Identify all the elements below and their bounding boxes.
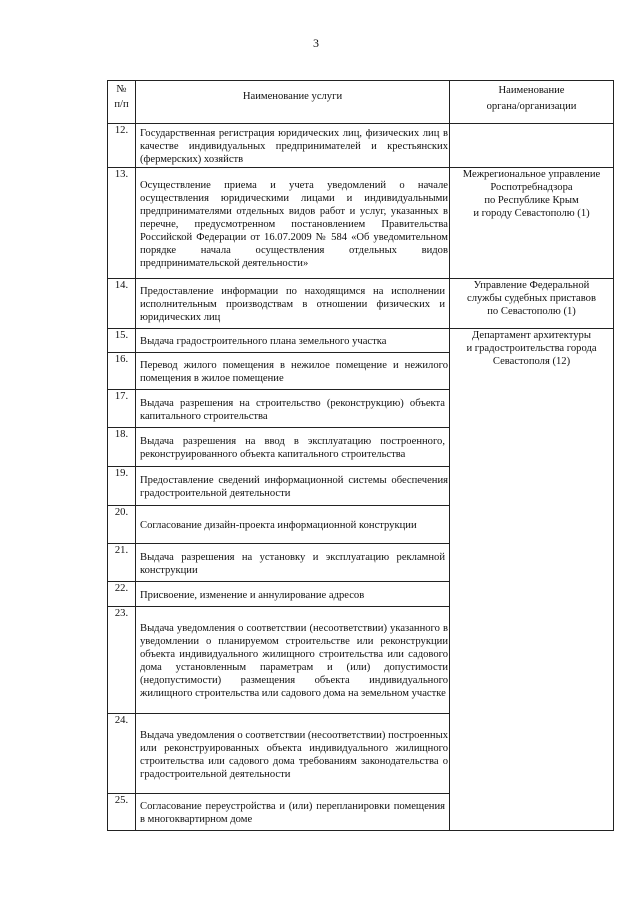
header-service xyxy=(136,81,450,124)
service-name: Выдача разрешения на строительство (реконструкцию) объекта капитального строительства xyxy=(140,397,445,422)
organization-line: Межрегиональное управление xyxy=(462,169,601,180)
row-number: 24. xyxy=(108,714,136,794)
table-row xyxy=(108,124,614,168)
service-cell xyxy=(136,544,450,582)
service-cell xyxy=(136,390,450,428)
row-number: 23. xyxy=(108,607,136,714)
organization-line: и градостроительства города xyxy=(466,343,597,354)
service-name: Предоставление информации по находящимся на исполнении исполнительным производствам в отношении физических и юридических лиц xyxy=(140,286,445,323)
page-number: 3 xyxy=(313,36,319,50)
service-cell xyxy=(136,124,450,168)
service-name: Выдача градостроительного плана земельного участка xyxy=(140,336,387,347)
organization-name xyxy=(450,168,613,220)
service-name: Перевод жилого помещения в нежилое помещение и нежилого помещения в жилое помещение xyxy=(140,360,448,384)
service-cell xyxy=(136,467,450,506)
service-name: Согласование переустройства и (или) перепланировки помещения в многоквартирном доме xyxy=(140,801,445,825)
organization-name xyxy=(450,279,613,318)
service-cell xyxy=(136,329,450,353)
services-table xyxy=(107,80,614,831)
service-cell xyxy=(136,582,450,607)
header-number-line: № xyxy=(116,84,127,95)
service-name: Предоставление сведений информационной системы обеспечения градостроительной деятельности xyxy=(140,475,448,499)
service-name: Согласование дизайн-проекта информационной конструкции xyxy=(140,520,417,531)
row-number: 13. xyxy=(108,168,136,279)
row-number: 21. xyxy=(108,544,136,582)
header-organization xyxy=(450,81,614,124)
service-cell xyxy=(136,714,450,794)
service-cell xyxy=(136,279,450,329)
service-name: Выдача уведомления о соответствии (несоответствии) указанного в уведомлении о планируемом строительстве или реконструкции объекта индивидуального жилищного строительства или садового дома установленным параметрам и (или) допустимости (недопустимости) размещения объекта индивидуального жилищного строительства или садового дома на земельном участке xyxy=(140,623,448,699)
organization-line: по Севастополю (1) xyxy=(487,306,576,317)
header-number-line: п/п xyxy=(114,99,129,110)
service-cell xyxy=(136,353,450,390)
organization-line: службы судебных приставов xyxy=(467,293,596,304)
organization-line: по Республике Крым xyxy=(484,195,579,206)
organization-line: Севастополя (12) xyxy=(492,356,571,367)
header-organization-line: органа/организации xyxy=(486,101,577,112)
service-cell xyxy=(136,794,450,831)
table-header-row xyxy=(108,81,614,124)
organization-line: и городу Севастополю (1) xyxy=(473,208,590,219)
row-number: 15. xyxy=(108,329,136,353)
service-cell xyxy=(136,168,450,279)
organization-cell xyxy=(450,329,614,831)
row-number: 14. xyxy=(108,279,136,329)
organization-line: Департамент архитектуры xyxy=(472,330,591,341)
service-cell xyxy=(136,428,450,467)
organization-line: Роспотребнадзора xyxy=(490,182,573,193)
row-number: 19. xyxy=(108,467,136,506)
row-number: 12. xyxy=(108,124,136,168)
header-number xyxy=(108,81,136,124)
service-name: Присвоение, изменение и аннулирование адресов xyxy=(140,589,365,601)
row-number: 16. xyxy=(108,353,136,390)
row-number: 22. xyxy=(108,582,136,607)
header-service-label: Наименование услуги xyxy=(242,91,343,102)
row-number: 20. xyxy=(108,506,136,544)
service-name: Выдача разрешения на ввод в эксплуатацию построенного, реконструированного объекта капитального строительства xyxy=(140,436,445,460)
row-number: 18. xyxy=(108,428,136,467)
table-row xyxy=(108,279,614,329)
service-cell xyxy=(136,607,450,714)
table-row xyxy=(108,329,614,353)
organization-name xyxy=(450,329,613,368)
service-cell xyxy=(136,506,450,544)
table-row xyxy=(108,168,614,279)
organization-cell xyxy=(450,124,614,168)
row-number: 17. xyxy=(108,390,136,428)
header-organization-line: Наименование xyxy=(498,85,565,96)
service-name: Выдача уведомления о соответствии (несоответствии) построенных или реконструированных объекта индивидуального жилищного строительства или садового дома требованиям законодательства о градостроительной деятельности xyxy=(140,729,448,780)
service-name: Выдача разрешения на установку и эксплуатацию рекламной конструкции xyxy=(140,551,445,576)
organization-line: Управление Федеральной xyxy=(473,280,590,291)
organization-cell xyxy=(450,279,614,329)
service-name: Государственная регистрация юридических лиц, физических лиц в качестве индивидуальных предпринимателей и крестьянских (фермерских) хозяйств xyxy=(140,128,448,165)
service-name: Осуществление приема и учета уведомлений о начале осуществления юридическими лицами и индивидуальными предпринимателями отдельных видов работ и услуг, указанных в перечне, предусмотренном постановлением Правительства Российской Федерации от 16.07.2009 № 584 «Об уведомительном порядке начала осуществления отдельных видов предпринимательской деятельности» xyxy=(140,179,448,269)
row-number: 25. xyxy=(108,794,136,831)
organization-cell xyxy=(450,168,614,279)
